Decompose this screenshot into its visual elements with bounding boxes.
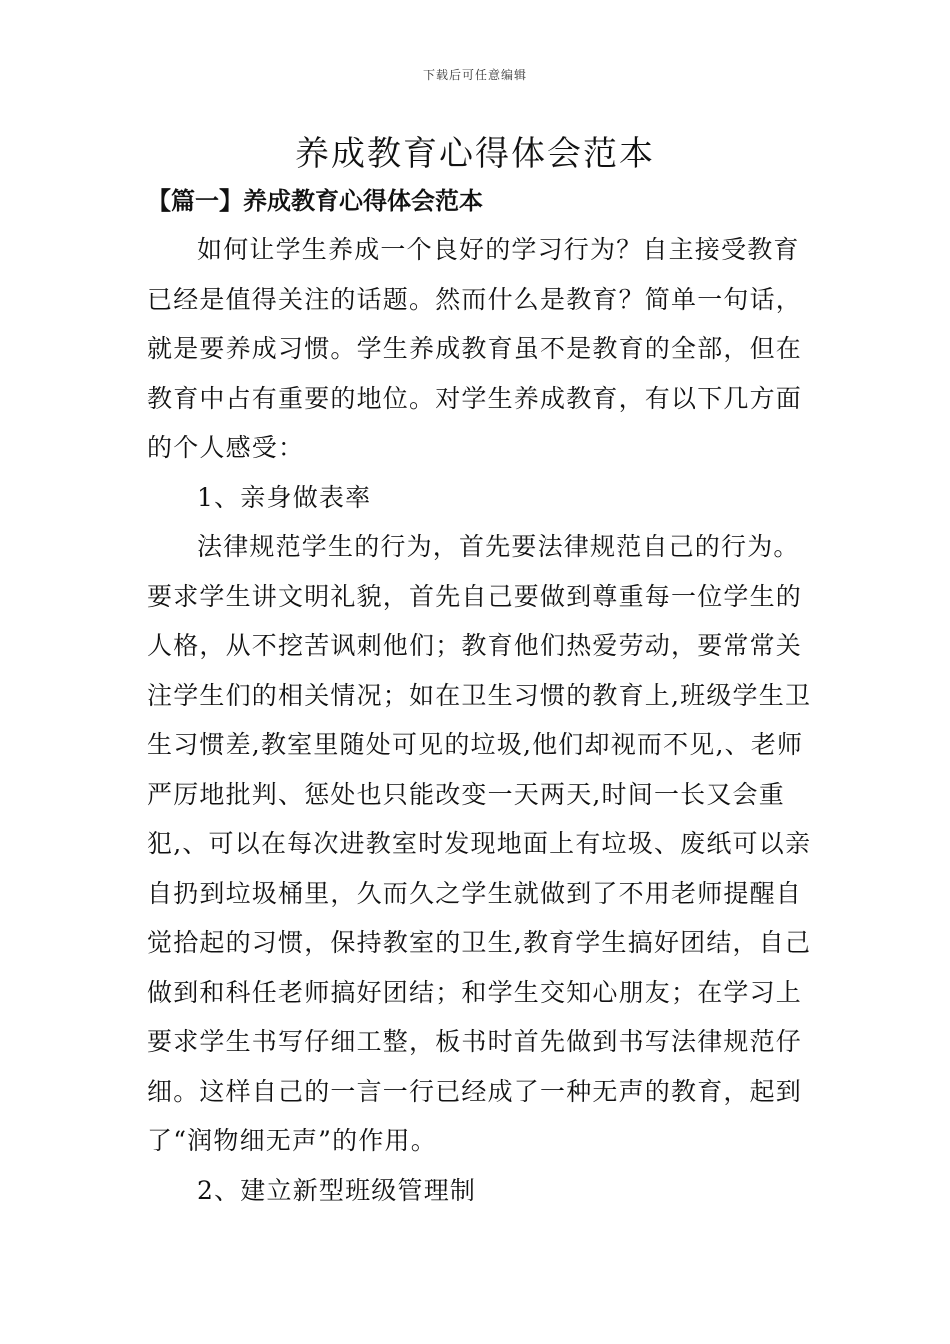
text-line: 做到和科任老师搞好团结；和学生交知心朋友；在学习上 bbox=[147, 977, 803, 1007]
text-line: 了“润物细无声”的作用。 bbox=[147, 1126, 437, 1155]
text-line: 要求学生书写仔细工整，板书时首先做到书写法律规范仔 bbox=[147, 1027, 803, 1056]
text-line: 注学生们的相关情况；如在卫生习惯的教育上,班级学生卫 bbox=[147, 680, 812, 710]
text-line: 细。这样自己的一言一行已经成了一种无声的教育，起到 bbox=[147, 1076, 803, 1106]
text-line: 如何让学生养成一个良好的学习行为？自主接受教育 bbox=[197, 235, 800, 264]
text-line: 生习惯差,教室里随处可见的垃圾,他们却视而不见,、老师 bbox=[147, 730, 804, 759]
header-note: 下载后可任意编辑 bbox=[422, 68, 527, 82]
section-heading: 【篇一】养成教育心得体会范本 bbox=[147, 186, 483, 215]
text-line: 犯,、可以在每次进教室时发现地面上有垃圾、废纸可以亲 bbox=[147, 829, 812, 858]
text-line: 觉拾起的习惯，保持教室的卫生,教育学生搞好团结，自己 bbox=[147, 928, 812, 957]
text-line: 法律规范学生的行为，首先要法律规范自己的行为。 bbox=[197, 532, 800, 561]
text-line: 1、亲身做表率 bbox=[197, 482, 372, 512]
document-title: 养成教育心得体会范本 bbox=[295, 134, 655, 174]
text-line: 2、建立新型班级管理制 bbox=[197, 1175, 477, 1205]
text-line: 的个人感受： bbox=[147, 433, 305, 462]
text-line: 人格，从不挖苦讽刺他们；教育他们热爱劳动，要常常关 bbox=[147, 631, 803, 660]
text-line: 严厉地批判、惩处也只能改变一天两天,时间一长又会重 bbox=[147, 779, 785, 809]
text-line: 已经是值得关注的话题。然而什么是教育？简单一句话， bbox=[147, 284, 803, 314]
body-text bbox=[147, 232, 812, 1222]
text-line: 要求学生讲文明礼貌，首先自己要做到尊重每一位学生的 bbox=[147, 581, 803, 611]
text-line: 就是要养成习惯。学生养成教育虽不是教育的全部，但在 bbox=[147, 334, 803, 363]
text-line: 自扔到垃圾桶里，久而久之学生就做到了不用老师提醒自 bbox=[147, 878, 803, 908]
text-line: 教育中占有重要的地位。对学生养成教育，有以下几方面 bbox=[147, 383, 803, 413]
